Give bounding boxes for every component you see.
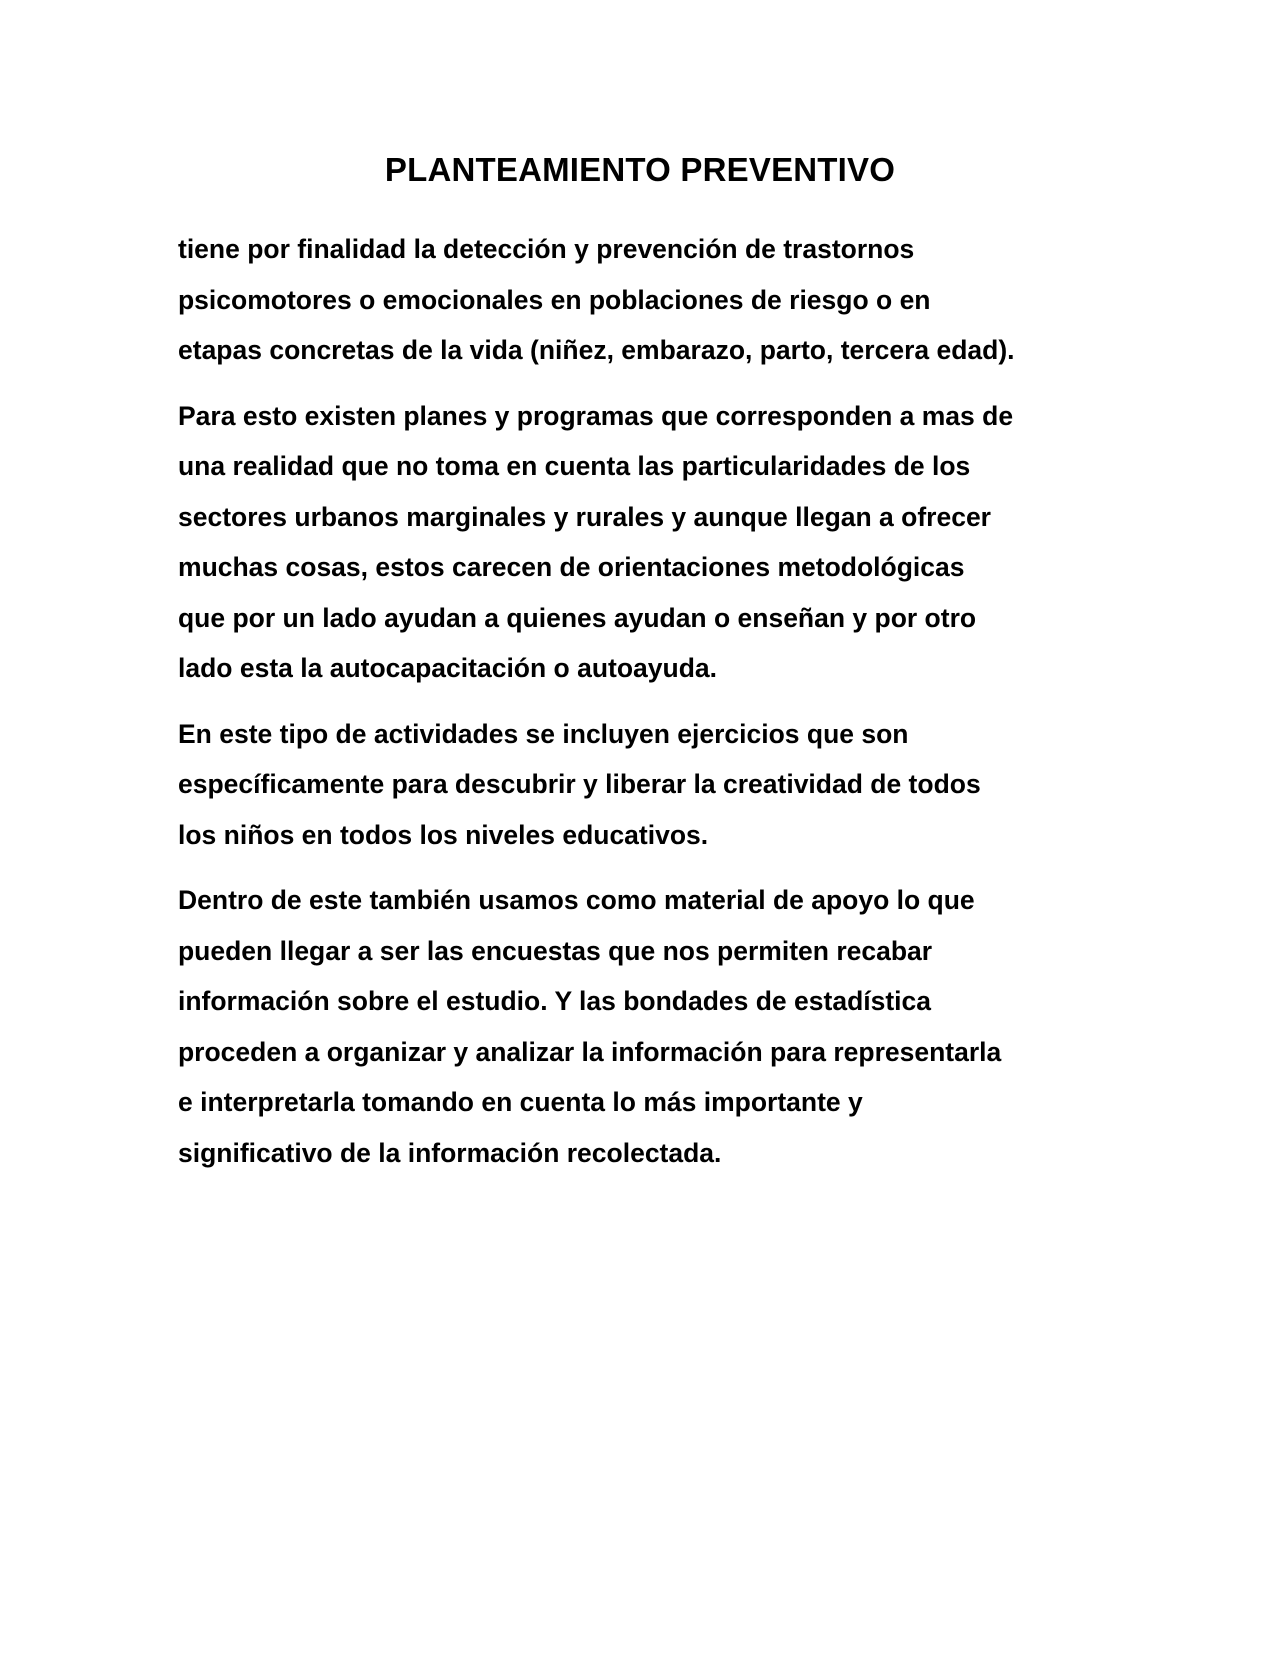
paragraph-4: [178, 875, 1118, 1178]
paragraph-line: sectores urbanos marginales y rurales y aunque llegan a ofrecer: [178, 501, 991, 532]
paragraph-line: lado esta la autocapacitación o autoayuda.: [178, 653, 717, 683]
paragraph-line: una realidad que no toma en cuenta las particularidades de los: [178, 451, 971, 481]
paragraph-line: psicomotores o emocionales en poblaciones de riesgo o en: [178, 284, 931, 315]
paragraph-line: En este tipo de actividades se incluyen ejercicios que son: [178, 718, 909, 749]
paragraph-3: [178, 709, 1118, 861]
paragraph-line: muchas cosas, estos carecen de orientaciones metodológicas: [178, 552, 965, 582]
paragraph-line: Para esto existen planes y programas que corresponden a mas de: [178, 400, 1014, 431]
paragraph-line: e interpretarla tomando en cuenta lo más importante y: [178, 1087, 863, 1117]
paragraph-line: etapas concretas de la vida (niñez, embarazo, parto, tercera edad).: [178, 335, 1015, 365]
paragraph-line: Dentro de este también usamos como material de apoyo lo que: [178, 885, 975, 915]
paragraph-line: significativo de la información recolectada.: [178, 1137, 722, 1168]
paragraph-1: [178, 224, 1118, 376]
paragraph-line: tiene por finalidad la detección y prevención de trastornos: [178, 234, 915, 264]
paragraph-2: [178, 391, 1118, 694]
page-title: PLANTEAMIENTO PREVENTIVO: [384, 151, 896, 188]
paragraph-line: información sobre el estudio. Y las bondades de estadística: [178, 986, 932, 1016]
paragraph-line: específicamente para descubrir y liberar la creatividad de todos: [178, 769, 981, 799]
document-body: [178, 224, 1118, 1193]
paragraph-line: pueden llegar a ser las encuestas que nos permiten recabar: [178, 935, 933, 966]
paragraph-line: que por un lado ayudan a quienes ayudan o enseñan y por otro: [178, 602, 977, 633]
paragraph-line: los niños en todos los niveles educativos.: [178, 819, 709, 850]
paragraph-line: proceden a organizar y analizar la información para representarla: [178, 1036, 1002, 1067]
